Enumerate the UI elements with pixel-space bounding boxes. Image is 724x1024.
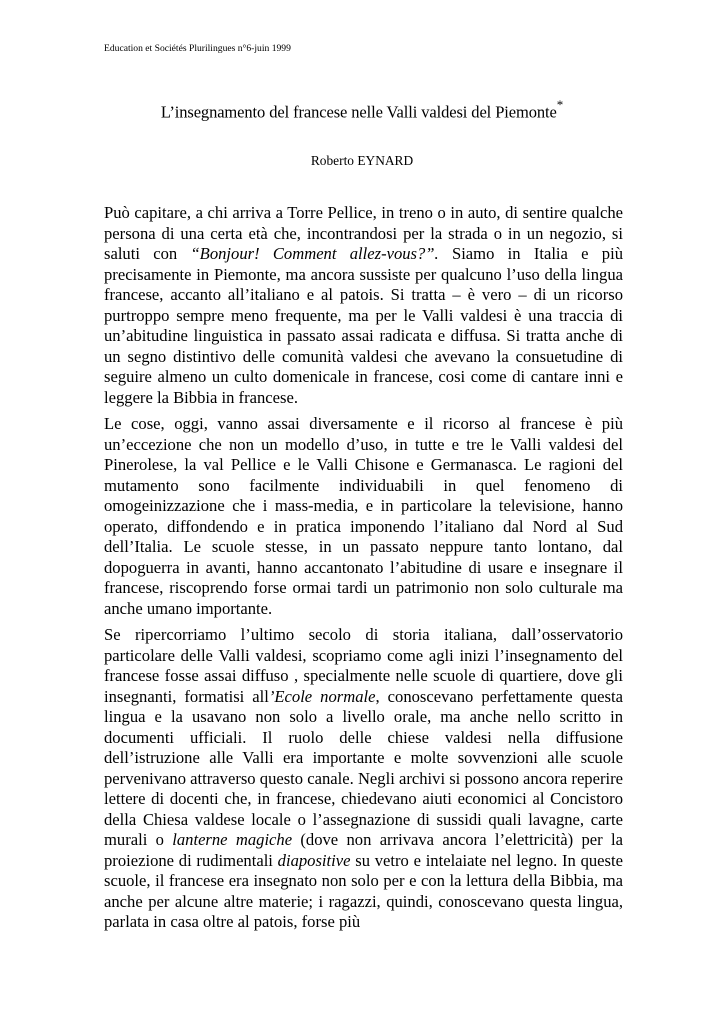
paragraph-3-lanterne-magiche: lanterne magiche bbox=[172, 830, 293, 849]
title-footnote-mark: * bbox=[556, 97, 564, 112]
paragraph-3 bbox=[104, 625, 623, 933]
paragraph-3-text-g: su vetro e intelaiate nel legno. In queste scuole, il francese era insegnato non solo per e con la lettura della Bibbia, ma anche per alcune altre materie; i ragazzi, quindi, conoscevano questa lingua, parlata in casa oltre al patois, forse più bbox=[104, 850, 623, 931]
paragraph-3-text-e: (dove non arrivava ancora l’elettricità) per la proiezione di rudimentali bbox=[104, 830, 623, 870]
paragraph-3-ecole-normale: ’Ecole normale bbox=[268, 686, 376, 706]
paragraph-1-text-c: Siamo in Italia e più precisamente in Piemonte, ma ancora sussiste per qualcuno l’uso della lingua francese, accanto all’italiano e al patois. Si tratta – è vero – di un ricorso purtroppo sempre meno frequente, ma per le Valli valdesi è una traccia di un’abitudine linguistica in passato assai radicata e diffusa. Si tratta anche di un segno distintivo delle comunità valdesi che avevano la consuetudine di seguire almeno un culto domenicale in francese, cosi come di cantare inni e leggere la Bibbia in francese. bbox=[104, 244, 623, 407]
article-body bbox=[104, 203, 623, 939]
article-title bbox=[0, 99, 724, 123]
paragraph-1-quote: “Bonjour! Comment allez-vous?”. bbox=[190, 244, 439, 263]
paragraph-1-text-a: Può capitare, a chi arriva a Torre Pellice, in treno o in auto, di sentire qualche persona di una certa età che, incontrandosi per la strada o in un negozio, si saluti con bbox=[104, 203, 623, 263]
article-title-text: L’insegnamento del francese nelle Valli valdesi del Piemonte bbox=[160, 102, 557, 122]
paragraph-1 bbox=[104, 203, 623, 408]
paragraph-3-text-a: Se ripercorriamo l’ultimo secolo di storia italiana, dall’osservatorio particolare delle Valli valdesi, scopriamo come agli inizi l’insegnamento del francese fosse assai diffuso , specialmente nelle scuole di quartiere, dove gli insegnanti, formatisi all bbox=[104, 625, 623, 706]
paragraph-3-diapositive: diapositive bbox=[277, 850, 351, 870]
paragraph-2-text: Le cose, oggi, vanno assai diversamente e il ricorso al francese è più un’eccezione che non un modello d’uso, in tutte e tre le Valli valdesi del Pinerolese, la val Pellice e le Valli Chisone e Germanasca. Le ragioni del mutamento sono facilmente individuabili in quel fenomeno di omogeinizzazione che i mass-media, e in particolare la televisione, hanno operato, diffondendo e in pratica imponendo l’italiano dal Nord al Sud dell’Italia. Le scuole stesse, in un passato neppure tanto lontano, dal dopoguerra in avanti, hanno accantonato l’abitudine di usare e insegnare il francese, riscoprendo forse ormai tardi un patrimonio non solo culturale ma anche umano importante. bbox=[104, 414, 623, 618]
paragraph-3-text-c: , conoscevano perfettamente questa lingua e la usavano non solo a livello orale, ma anche nello scritto in documenti ufficiali. Il ruolo delle chiese valdesi nella diffusione dell’istruzione alle Valli era importante e molte sovvenzioni alle scuole pervenivano attraverso questo canale. Negli archivi si possono ancora reperire lettere di docenti che, in francese, chiedevano aiuti economici al Concistoro della Chiesa valdese locale o l’assegnazione di sussidi quali lavagne, carte murali o bbox=[104, 686, 623, 849]
paragraph-2 bbox=[104, 414, 623, 619]
running-header: Education et Sociétés Plurilingues n°6-juin 1999 bbox=[104, 43, 291, 54]
article-author: Roberto EYNARD bbox=[310, 153, 414, 168]
